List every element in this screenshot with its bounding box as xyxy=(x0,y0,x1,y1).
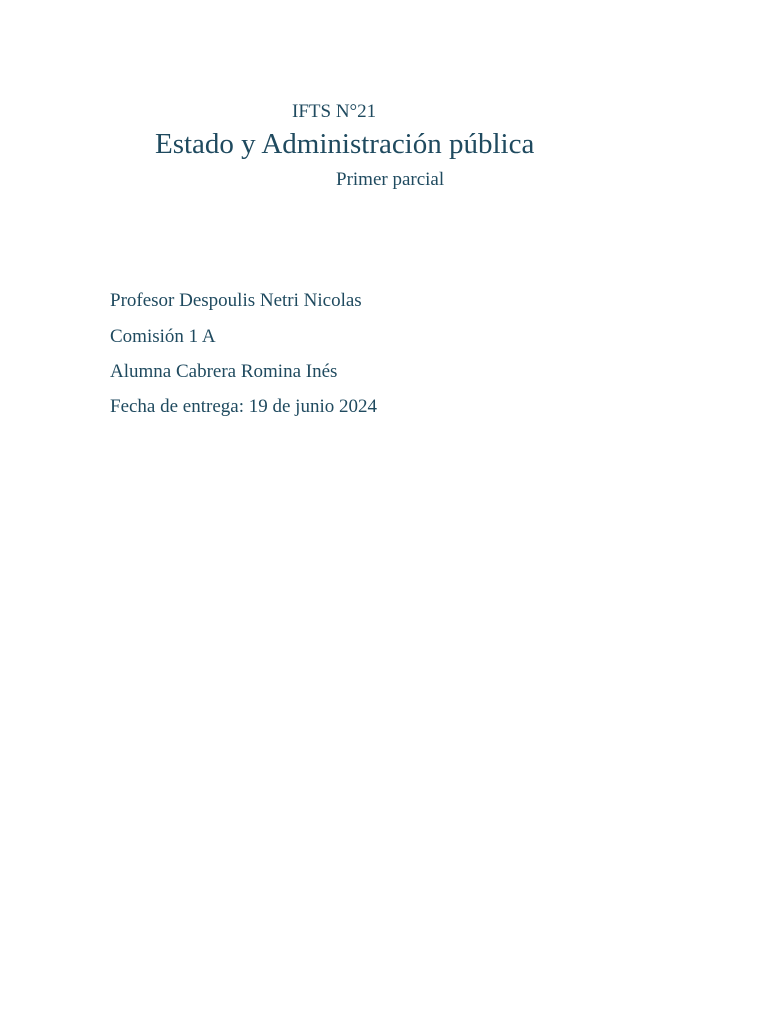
student-line: Alumna Cabrera Romina Inés xyxy=(110,361,338,382)
document-subtitle: Primer parcial xyxy=(336,169,445,190)
institute-name: IFTS N°21 xyxy=(292,101,377,122)
document-title: Estado y Administración pública xyxy=(155,128,535,160)
delivery-date-line: Fecha de entrega: 19 de junio 2024 xyxy=(110,396,377,417)
commission-line: Comisión 1 A xyxy=(110,326,216,347)
professor-line: Profesor Despoulis Netri Nicolas xyxy=(110,290,362,311)
